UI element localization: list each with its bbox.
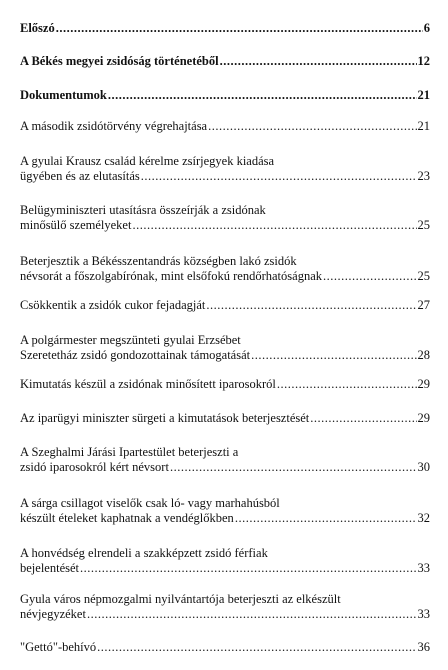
toc-entry-title: Csökkentik a zsidók cukor fejadagját (20, 298, 206, 312)
dot-leader (208, 119, 416, 134)
toc-entry-page: 25 (417, 269, 430, 283)
toc-entry-page: 36 (417, 640, 430, 654)
toc-entry-page: 30 (417, 460, 430, 474)
toc-entry (20, 298, 430, 313)
toc-entry-page: 23 (417, 169, 430, 183)
toc-entry-title: "Gettó"-behívó (20, 640, 97, 654)
toc-entry-title: Gyula város népmozgalmi nyilvántartója beterjeszti az elkészült (20, 592, 341, 606)
toc-entry (20, 119, 430, 134)
toc-entry (20, 640, 430, 655)
toc-entry (20, 411, 430, 426)
dot-leader (170, 460, 417, 475)
toc-entry (20, 377, 430, 392)
toc-entry (20, 333, 430, 363)
toc-entry-page: 33 (417, 607, 430, 621)
toc-entry-title: Előszó (20, 21, 55, 35)
dot-leader (87, 607, 417, 622)
toc-entry-title: A gyulai Krausz család kérelme zsírjegyek kiadása (20, 154, 275, 168)
toc-entry-title: A Szeghalmi Járási Ipartestület beterjeszti a (20, 445, 239, 459)
toc-entry-title: Kimutatás készül a zsidónak minősített iparosokról (20, 377, 276, 391)
dot-leader (56, 21, 423, 36)
toc-entry (20, 203, 430, 233)
toc-entry (20, 54, 430, 69)
toc-entry-title: Beterjesztik a Békésszentandrás községben lakó zsidók (20, 254, 297, 268)
toc-entry-title-cont: névsorát a főszolgabírónak, mint elsőfokú rendőrhatóságnak (20, 269, 322, 283)
toc-entry-page: 21 (417, 88, 430, 102)
toc-entry (20, 496, 430, 526)
toc-entry-title-cont: minősülő személyeket (20, 218, 132, 232)
dot-leader (80, 561, 417, 576)
dot-leader (310, 411, 416, 426)
toc-entry-title: Dokumentumok (20, 88, 107, 102)
toc-entry-page: 28 (417, 348, 430, 362)
toc-entry-title-cont: zsidó iparosokról kért névsort (20, 460, 169, 474)
dot-leader (108, 88, 417, 103)
toc-entry-page: 25 (417, 218, 430, 232)
toc-entry-page: 12 (417, 54, 430, 68)
toc-entry (20, 254, 430, 284)
toc-entry-page: 6 (423, 21, 430, 35)
dot-leader (220, 54, 417, 69)
toc-entry-page: 29 (417, 411, 430, 425)
toc-entry-title: A Békés megyei zsidóság történetéből (20, 54, 219, 68)
toc-entry-title: A második zsidótörvény végrehajtása (20, 119, 208, 133)
toc-entry-page: 21 (417, 119, 430, 133)
dot-leader (235, 511, 417, 526)
toc-entry-title-cont: Szeretetház zsidó gondozottainak támogatását (20, 348, 251, 362)
toc-entry-page: 29 (417, 377, 430, 391)
toc-entry-title: A sárga csillagot viselők csak ló- vagy marhahúsból (20, 496, 280, 510)
toc-entry-title: A polgármester megszünteti gyulai Erzsébet (20, 333, 241, 347)
toc-entry-title: A honvédség elrendeli a szakképzett zsidó férfiak (20, 546, 268, 560)
toc-entry-page: 33 (417, 561, 430, 575)
toc-entry-title-cont: névjegyzéket (20, 607, 86, 621)
toc-entry (20, 21, 430, 36)
toc-entry (20, 445, 430, 475)
toc-entry-title: Az iparügyi miniszter sürgeti a kimutatások beterjesztését (20, 411, 310, 425)
toc-entry (20, 546, 430, 576)
dot-leader (277, 377, 417, 392)
toc-entry-title: Belügyminiszteri utasításra összeírják a zsidónak (20, 203, 266, 217)
toc-entry-title-cont: bejelentését (20, 561, 79, 575)
toc-entry-page: 27 (417, 298, 430, 312)
dot-leader (97, 640, 416, 655)
dot-leader (251, 348, 416, 363)
dot-leader (141, 169, 417, 184)
dot-leader (206, 298, 416, 313)
toc-entry (20, 88, 430, 103)
toc-entry (20, 592, 430, 622)
toc-entry-title-cont: készült ételeket kaphatnak a vendéglőkben (20, 511, 234, 525)
toc-entry-title-cont: ügyében és az elutasítás (20, 169, 140, 183)
dot-leader (132, 218, 416, 233)
toc-entry-page: 32 (417, 511, 430, 525)
dot-leader (323, 269, 417, 284)
toc-entry (20, 154, 430, 184)
